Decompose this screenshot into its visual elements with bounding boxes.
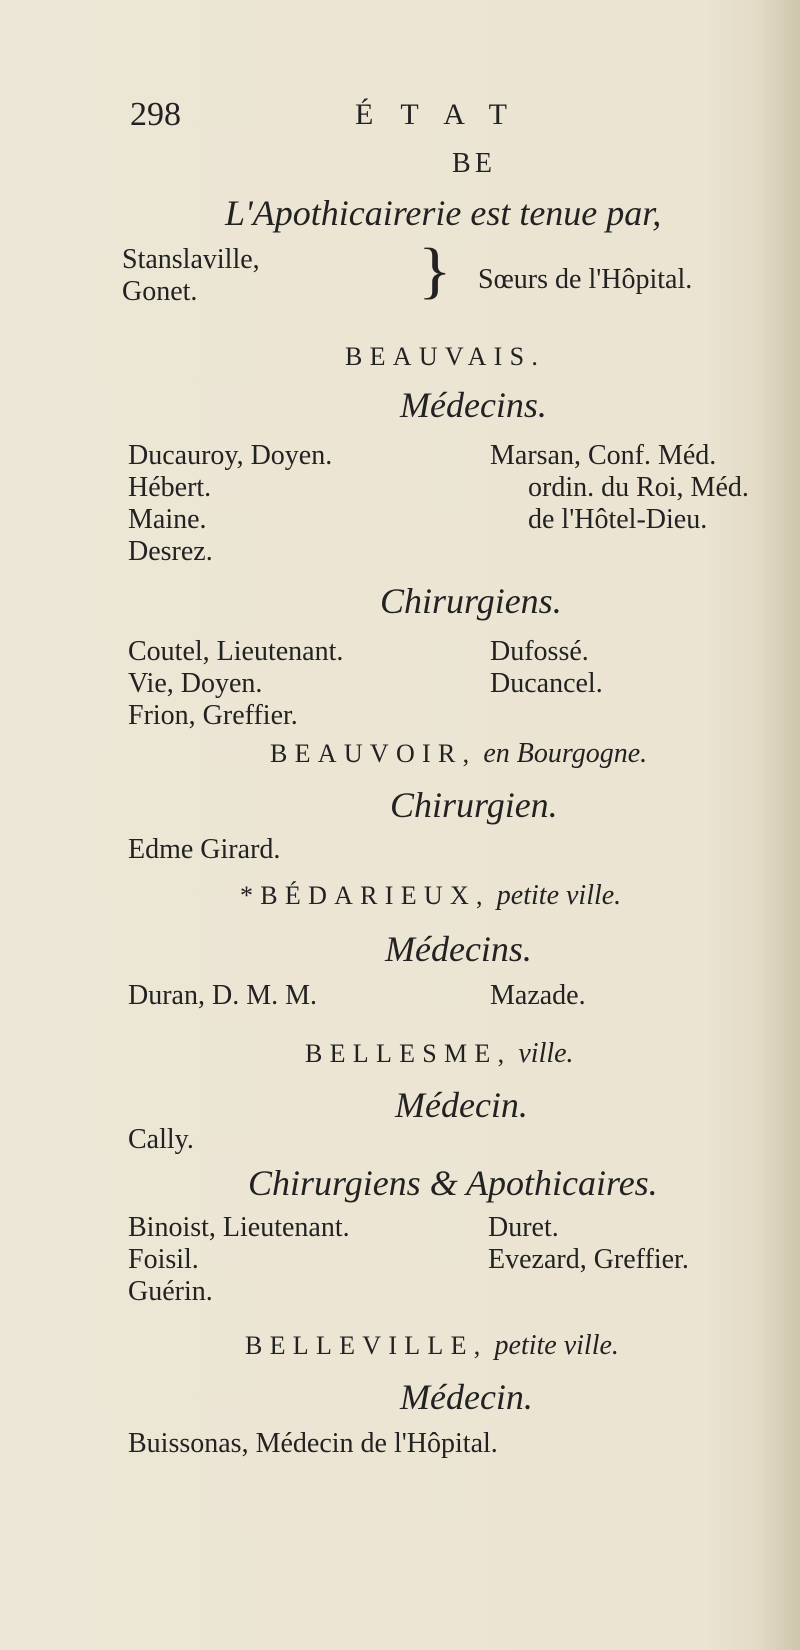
- person-name: Desrez.: [128, 536, 213, 567]
- brace-symbol: }: [418, 235, 452, 306]
- city-qualifier: en Bourgogne.: [476, 738, 648, 769]
- running-title-continued: BE: [452, 148, 497, 179]
- person-name: Gonet.: [122, 276, 198, 307]
- city-name: BELLEVILLE,: [245, 1331, 488, 1360]
- city-qualifier: petite ville.: [489, 880, 622, 911]
- page-number: 298: [130, 96, 181, 133]
- person-name: Duret.: [488, 1212, 559, 1243]
- person-name: Binoist, Lieutenant.: [128, 1212, 350, 1243]
- city-name: BELLESME,: [305, 1039, 512, 1068]
- person-name: Evezard, Greffier.: [488, 1244, 689, 1275]
- person-name: Dufossé.: [490, 636, 589, 667]
- section-heading: Chirurgiens.: [380, 581, 562, 621]
- person-name: Frion, Greffier.: [128, 700, 298, 731]
- city-heading: [240, 880, 621, 912]
- section-heading: Chirurgien.: [390, 785, 558, 825]
- person-name: Cally.: [128, 1124, 194, 1155]
- city-name: BEAUVOIR,: [270, 739, 477, 768]
- section-heading: Médecin.: [400, 1377, 533, 1417]
- city-name: *BÉDARIEUX,: [240, 881, 490, 910]
- group-description: Sœurs de l'Hôpital.: [478, 264, 693, 295]
- person-name: Marsan, Conf. Méd.: [490, 440, 717, 471]
- section-heading: Médecins.: [400, 385, 547, 425]
- person-title-continued: de l'Hôtel-Dieu.: [528, 504, 708, 535]
- city-qualifier: petite ville.: [487, 1330, 619, 1361]
- person-name: Hébert.: [128, 472, 212, 503]
- person-name: Buissonas, Médecin de l'Hôpital.: [128, 1428, 498, 1459]
- section-heading: Médecin.: [395, 1085, 528, 1125]
- city-heading: BEAUVAIS.: [345, 342, 546, 371]
- city-heading: [305, 1038, 574, 1070]
- person-name: Stanslaville,: [122, 244, 260, 275]
- person-name: Guérin.: [128, 1276, 213, 1307]
- person-name: Ducauroy, Doyen.: [128, 440, 333, 471]
- city-qualifier: ville.: [511, 1038, 574, 1069]
- person-name: Edme Girard.: [128, 834, 281, 865]
- person-name: Ducancel.: [490, 668, 603, 699]
- running-title: ÉTAT: [355, 98, 534, 131]
- person-name: Maine.: [128, 504, 207, 535]
- section-heading: Médecins.: [385, 929, 532, 969]
- city-heading: [270, 738, 647, 770]
- person-name: Coutel, Lieutenant.: [128, 636, 344, 667]
- person-name: Foisil.: [128, 1244, 199, 1275]
- section-intro: L'Apothicairerie est tenue par,: [225, 193, 662, 233]
- city-heading: [245, 1330, 619, 1362]
- person-name: Mazade.: [490, 980, 586, 1011]
- person-name: Duran, D. M. M.: [128, 980, 317, 1011]
- person-title-continued: ordin. du Roi, Méd.: [528, 472, 749, 503]
- person-name: Vie, Doyen.: [128, 668, 263, 699]
- section-heading: Chirurgiens & Apothicaires.: [248, 1163, 658, 1203]
